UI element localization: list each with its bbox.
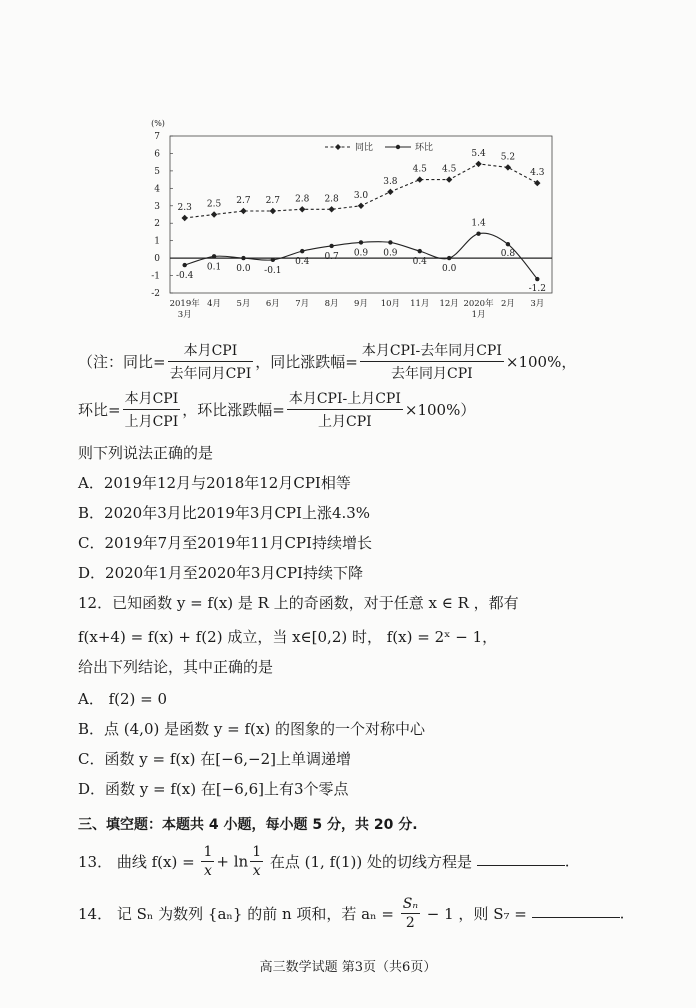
series-yoy-data-label: 4.5 (441, 164, 457, 175)
series-mom-point (329, 244, 333, 248)
q12-line-1: 12．已知函数 y = f(x) 是 R 上的奇函数，对于任意 x ∈ R ，都有 (78, 594, 519, 612)
note-tail2: ×100%） (404, 401, 476, 419)
x-tick-label: 6月 (265, 299, 280, 309)
q12-option-b: B．点 (4,0) 是函数 y = f(x) 的图象的一个对称中心 (78, 720, 425, 738)
fraction-num: 本月CPI (123, 388, 181, 410)
legend-mom-marker (396, 145, 400, 149)
fraction-den: 2 (405, 915, 415, 931)
series-mom-data-label: 1.4 (471, 218, 486, 229)
fraction-den: 上月CPI (318, 414, 372, 430)
series-mom-point (359, 240, 363, 244)
series-yoy-data-label: 3.0 (353, 190, 369, 201)
cpi-line-chart (140, 108, 560, 323)
q13-fraction-2 (250, 844, 263, 879)
series-yoy-point (358, 203, 364, 209)
q12-option-c: C．函数 y = f(x) 在[−6,−2]上单调递增 (78, 750, 352, 768)
x-tick-label: 12月 (439, 299, 459, 309)
q13-ln: + ln (216, 852, 249, 871)
series-yoy-point (534, 180, 540, 186)
series-mom-point (271, 258, 275, 262)
fraction-mom-change (287, 388, 403, 431)
y-tick-label: 0 (154, 254, 160, 265)
section-3-heading: 三、填空题：本题共 4 小题，每小题 5 分，共 20 分. (78, 817, 418, 833)
series-mom-point (388, 240, 392, 244)
series-mom-data-label: -1.2 (528, 284, 546, 295)
q14-pre: 14． 记 Sₙ 为数列 {aₙ} 的前 n 项和，若 aₙ = (78, 905, 394, 923)
series-mom-data-label: -0.4 (176, 271, 194, 282)
series-mom-data-label: 0.4 (412, 257, 427, 268)
q13-fraction-1 (201, 844, 214, 879)
fraction-den: 上月CPI (124, 414, 179, 430)
fraction-den: 去年同月CPI (391, 366, 473, 382)
series-yoy-point (270, 208, 276, 214)
series-yoy-data-label: 4.5 (412, 164, 427, 175)
plot-frame (170, 136, 552, 293)
series-yoy-data-label: 2.8 (324, 194, 339, 205)
q11-option-c: C．2019年7月至2019年11月CPI持续增长 (78, 534, 372, 552)
q13-answer-blank[interactable] (477, 851, 565, 866)
x-tick-label: 3月 (177, 310, 192, 320)
x-tick-label: 10月 (380, 299, 401, 309)
series-yoy-point (328, 206, 334, 212)
x-tick-label: 5月 (236, 299, 251, 309)
note-line-2 (78, 388, 475, 431)
series-mom-point (447, 256, 451, 260)
note-hb: 环比= (78, 401, 121, 419)
series-mom-data-label: 0.0 (236, 264, 251, 275)
q14-fraction (401, 896, 420, 931)
series-mom-point (182, 263, 186, 267)
q12-option-a: A． f(2) = 0 (78, 690, 168, 708)
series-yoy-data-label: 2.3 (177, 202, 192, 213)
fraction-num: 本月CPI-上月CPI (287, 388, 403, 410)
note-open: （注：同比= (78, 353, 166, 371)
q12-stem: 给出下列结论，其中正确的是 (78, 658, 274, 676)
x-tick-label: 2019年 (169, 299, 200, 309)
x-tick-label: 11月 (410, 299, 430, 309)
note-line-1 (78, 340, 576, 383)
series-mom-data-label: 0.0 (441, 264, 457, 275)
q11-option-a: A．2019年12月与2018年12月CPI相等 (78, 474, 351, 492)
y-tick-label: 2 (154, 219, 160, 230)
q11-option-d: D．2020年1月至2020年3月CPI持续下降 (78, 564, 363, 582)
legend-yoy-label: 同比 (355, 143, 374, 153)
series-yoy-point (505, 164, 511, 170)
series-mom-data-label: 0.7 (324, 251, 339, 262)
q14 (78, 896, 624, 931)
fraction-num: 本月CPI (168, 340, 254, 362)
y-tick-label: 4 (154, 184, 160, 195)
series-mom-point (476, 231, 480, 235)
x-tick-label: 4月 (207, 299, 222, 309)
series-yoy-data-label: 2.8 (295, 194, 310, 205)
note-mid1: ，同比涨跌幅= (255, 353, 358, 371)
q13 (78, 844, 570, 879)
note-mid2: ，环比涨跌幅= (182, 401, 285, 419)
q13-post: 在点 (1, f(1)) 处的切线方程是 (269, 853, 473, 871)
q13-end: . (564, 852, 570, 871)
series-yoy-point (211, 211, 217, 217)
series-yoy-point (240, 208, 246, 214)
legend-mom-label: 环比 (415, 143, 434, 153)
x-tick-label: 9月 (354, 299, 368, 309)
y-tick-label: 7 (154, 132, 160, 142)
q14-answer-blank[interactable] (532, 903, 620, 918)
series-yoy-point (446, 176, 452, 182)
q14-end: . (619, 904, 625, 923)
x-tick-label: 2020年 (463, 299, 494, 309)
y-tick-label: -1 (151, 271, 160, 282)
q11-stem: 则下列说法正确的是 (78, 444, 214, 462)
y-tick-label: 3 (154, 201, 160, 212)
q14-post: − 1 ，则 S₇ = (426, 905, 527, 923)
series-yoy-point (181, 215, 187, 221)
fraction-mom (123, 388, 181, 431)
q13-pre: 13． 曲线 f(x) = (78, 853, 195, 871)
series-mom-point (535, 277, 539, 281)
x-tick-label: 1月 (471, 310, 486, 320)
fraction-num: Sₙ (402, 896, 418, 912)
note-tail1: ×100%， (505, 353, 577, 371)
fraction-num: 1 (203, 844, 213, 860)
fraction-yoy-change (360, 340, 504, 383)
x-tick-label: 7月 (295, 299, 310, 309)
fraction-den: x (203, 863, 212, 879)
x-tick-label: 2月 (500, 299, 515, 309)
series-mom-point (212, 254, 216, 258)
q12-line-2: f(x+4) = f(x) + f(2) 成立，当 x∈[0,2) 时， f(x) = 2ˣ − 1， (78, 628, 498, 646)
fraction-num: 1 (252, 844, 262, 860)
series-yoy-point (475, 161, 481, 167)
fraction-den: 去年同月CPI (169, 366, 252, 382)
series-yoy-data-label: 3.8 (383, 176, 398, 187)
series-yoy-data-label: 2.7 (265, 196, 281, 207)
y-tick-label: 6 (154, 149, 160, 160)
fraction-yoy (168, 340, 254, 383)
y-tick-label: 1 (154, 236, 160, 247)
series-yoy-data-label: 5.4 (471, 148, 486, 159)
series-yoy-data-label: 2.7 (236, 196, 251, 207)
y-tick-label: -2 (151, 289, 160, 299)
series-yoy-point (299, 206, 305, 212)
series-yoy-data-label: 4.3 (530, 168, 545, 179)
series-mom-point (418, 249, 422, 253)
series-mom-point (506, 242, 510, 246)
series-mom-data-label: 0.8 (500, 249, 516, 260)
series-yoy-data-label: 2.5 (206, 199, 222, 210)
series-mom-data-label: 0.4 (295, 257, 310, 268)
x-tick-label: 8月 (324, 299, 339, 309)
fraction-num: 本月CPI-去年同月CPI (360, 340, 504, 362)
series-mom-point (300, 249, 304, 253)
series-yoy-point (387, 189, 393, 195)
series-mom-data-label: 0.9 (383, 248, 398, 259)
series-mom-data-label: -0.1 (264, 265, 282, 276)
fraction-den: x (252, 863, 261, 879)
series-yoy-point (417, 176, 423, 182)
q12-option-d: D．函数 y = f(x) 在[−6,6]上有3个零点 (78, 780, 349, 798)
y-tick-label: 5 (154, 166, 160, 177)
x-tick-label: 3月 (530, 299, 545, 309)
page-footer: 高三数学试题 第3页（共6页） (259, 960, 437, 975)
series-mom-point (241, 256, 245, 260)
q11-option-b: B．2020年3月比2019年3月CPI上涨4.3% (78, 504, 371, 522)
y-unit-label: (%) (151, 119, 165, 128)
legend-yoy-marker (335, 144, 341, 150)
series-mom-data-label: 0.1 (206, 262, 222, 273)
series-mom-data-label: 0.9 (353, 248, 369, 259)
series-yoy-data-label: 5.2 (500, 152, 516, 163)
